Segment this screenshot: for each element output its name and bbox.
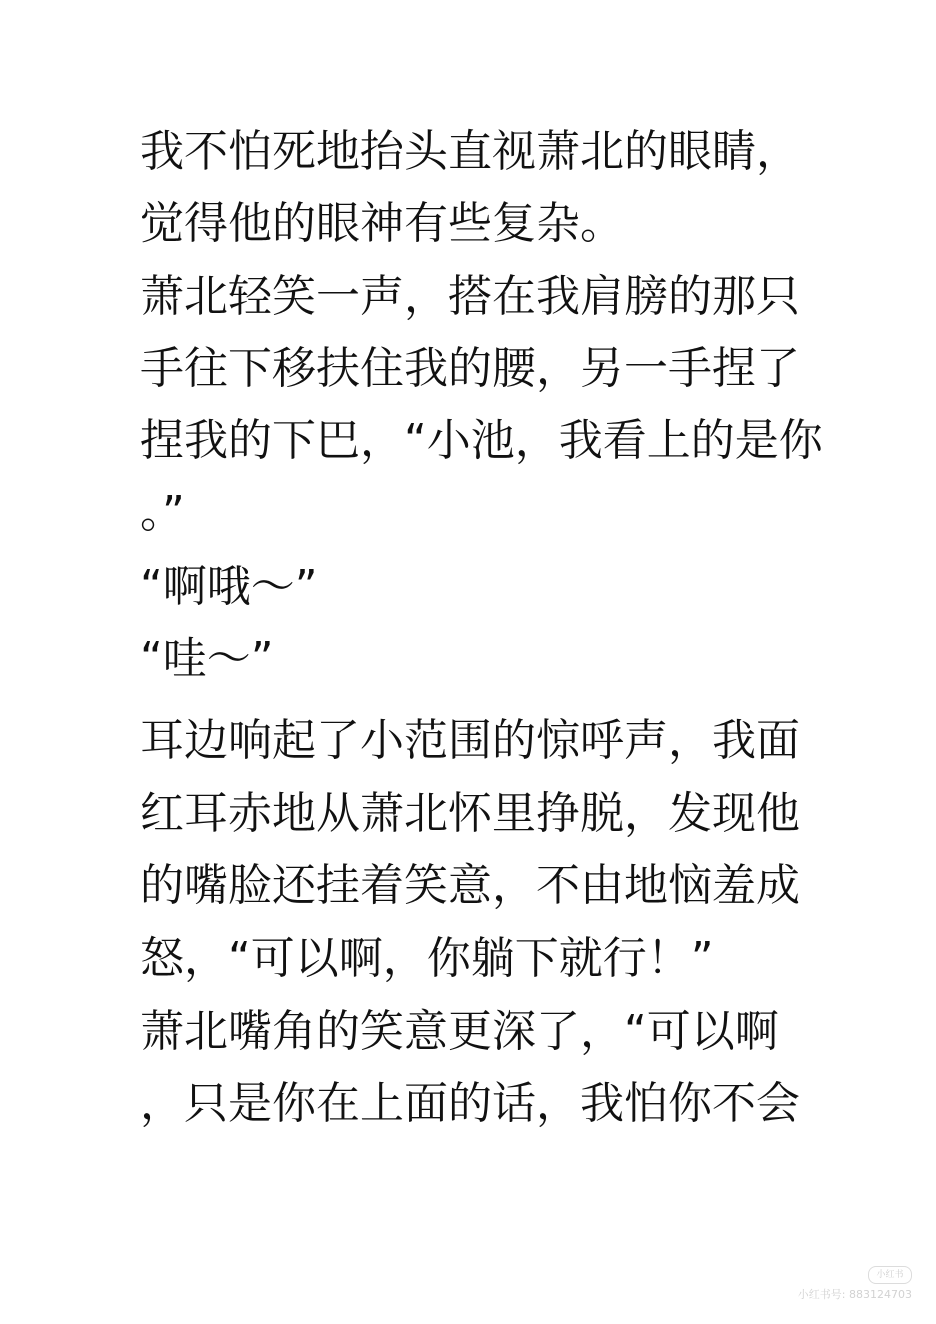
text-line: 。” — [140, 487, 185, 538]
text-line: 手往下移扶住我的腰，另一手捏了 — [140, 343, 800, 394]
text-line: 萧北嘴角的笑意更深了，“可以啊 — [140, 1006, 779, 1057]
text-line: 觉得他的眼神有些复杂。 — [140, 198, 624, 249]
text-line: 萧北轻笑一声，搭在我肩膀的那只 — [140, 271, 800, 322]
text-line: 耳边响起了小范围的惊呼声，我面 — [140, 715, 800, 766]
text-line: ，只是你在上面的话，我怕你不会 — [140, 1078, 800, 1129]
watermark — [798, 1262, 912, 1302]
text-line: 红耳赤地从萧北怀里挣脱，发现他 — [140, 788, 800, 839]
watermark-id: 小红书号: 883124703 — [797, 1288, 912, 1301]
text-line: “哇～” — [140, 633, 274, 684]
text-line: 捏我的下巴，“小池，我看上的是你 — [140, 415, 823, 466]
text-line: 的嘴脸还挂着笑意，不由地恼羞成 — [140, 860, 800, 911]
text-line: 我不怕死地抬头直视萧北的眼睛， — [140, 126, 800, 177]
watermark-logo: 小红书 — [868, 1266, 912, 1284]
text-line: “啊哦～” — [140, 561, 318, 612]
text-line: 怒，“可以啊，你躺下就行！” — [140, 933, 714, 984]
